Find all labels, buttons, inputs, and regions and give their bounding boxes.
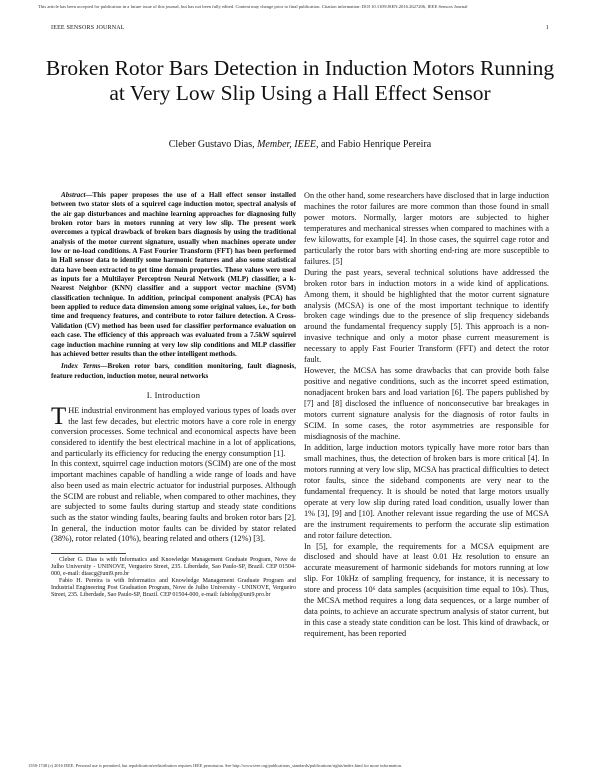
author-name: Cleber Gustavo Dias, (168, 139, 255, 150)
intro-paragraph-1-text: HE industrial environment has employed various types of loads over the last few decades, but electric motors have a core role in energy conversion processes. Some technical and economical aspects have been considered to identify the best electrical machine in a lot of applications, and particularly its efficiency for reducing the energy consumption [1]. (51, 405, 296, 458)
running-header (51, 25, 549, 31)
intro-paragraph-1 (51, 402, 296, 460)
abstract-text: —This paper proposes the use of a Hall effect sensor installed between two stator slots of a squirrel cage induction motor, spectral analysis of the air gap disturbances and machine learning approaches for diagnosing fully broken rotor bars in motors running at very low slip. The present work overcomes a typical drawback of broken bars diagnosis by using the traditional analysis of the motor current signature, usually when machines operate under low or no-load conditions. A Fast Fourier Transform (FFT) has been performed in Hall sensor data to identify some harmonic features and also some statistical data have been extracted to get time domain properties. These values were used as inputs for a Multilayer Perceptron Neural Network (MLP) classifier, a k-Nearest Neighbor (KNN) classifier and a support vector machine (SVM) classification technique. In addition, principal component analysis (PCA) has been applied to reduce data dimension among some original values, i.e., for both time and frequency features, and contribute to rotor failure detection. A Cross-Validation (CV) method has been used for classifier performance evaluation on each case. The efficiency of this approach was evaluated from a 7.5kW squirrel cage induction machine running at very low slip conditions and MLP classifier has achieved better results than the other intelligent methods. (51, 191, 296, 358)
footnote-rule (51, 553, 126, 554)
prepublication-notice: This article has been accepted for publication in a future issue of this journal, but has not been fully edited. Content may change prior to final publication. Citation information: DOI 10.1109/JSEN.2016.2627206, IEEE Sensors Journal (38, 4, 468, 9)
footnote-author-2: Fabio H. Pereira is with Informatics and Knowledge Management Graduate Program and Industrial Engineering Post Graduation Program, Nove de Julho University - UNINOVE, Vergueiro Street, 235. Liberdade, Sao Paulo-SP, Brazil. CEP 01504-000, e-mail: fabiohp@uni9.pro.br (51, 578, 296, 599)
abstract-label: Abstract (61, 191, 86, 199)
author-line (40, 139, 560, 150)
section-heading-introduction: I. Introduction (146, 389, 201, 400)
author-membership: Member, IEEE, (257, 139, 319, 150)
journal-name: IEEE SENSORS JOURNAL (51, 25, 125, 31)
right-column (304, 191, 549, 640)
page-number: 1 (545, 25, 549, 31)
footnote-author-1: Cleber G. Dias is with Informatics and Knowledge Management Graduate Program, Nove de Julho University - UNINOVE, Vergueiro Street, 235. Liberdade, Sao Paulo-SP, Brazil. CEP 01504-000, e-mail: diascg@uni9.pro.br (51, 557, 296, 578)
copyright-footer: 1558-1748 (c) 2016 IEEE. Personal use is permitted, but republication/redistribution requires IEEE permission. See http://www.ieee.org/publications_standards/publications/rights/index.html for more information. (28, 763, 402, 768)
paper-title: Broken Rotor Bars Detection in Induction Motors Running at Very Low Slip Using a Hall Effect Sensor (45, 56, 555, 105)
index-terms (51, 362, 296, 381)
coauthor-name: and Fabio Henrique Pereira (320, 139, 432, 150)
index-terms-text: —Broken rotor bars, condition monitoring, fault diagnosis, feature reduction, induction motor, neural networks (51, 362, 297, 380)
abstract (51, 191, 296, 359)
body-paragraph: During the past years, several technical solutions have addressed the broken rotor bars in induction motors in a wide kind of applications. Among them, it should be highlighted that the motor current signature analysis (MCSA) is one of the most important technique to identify broken cage windings due to the presence of slip frequency sidebands around the fundamental frequency supply [5]. This approach is a non-invasive technique and only a motor phase current measurement is necessary to apply Fast Fourier Transform (FFT) and detect the rotor fault. (304, 267, 549, 365)
footnotes (51, 553, 296, 600)
body-paragraph: In addition, large induction motors typically have more rotor bars than small machines, thus, the detection of broken bars is more critical [4]. In motors running at very low slip, MCSA has practical difficulties to detect rotor faults, since the sideband components are very near to the fundamental frequency. It is should be noted that large motors usually operate at very low slip during rated load condition, usually lower than 1% [3], [9] and [10]. Another relevant issue regarding the use of MCSA are the instrument requirements to perform the accurate slip estimation and rotor failure detection. (304, 442, 549, 540)
index-terms-label: Index Terms (61, 362, 101, 371)
body-paragraph: On the other hand, some researchers have disclosed that in large induction machines the rotor failures are more common than those found in small power motors. Normally, larger motors are subjected to higher temperatures and mechanical stresses when compared to machines with a few kilowatts, for example [4]. In those cases, the squirrel cage rotor and particularly the rotor bars with shorting end-ring are more susceptible to failures. [5] (304, 191, 549, 266)
left-column (51, 191, 296, 600)
drop-cap: T (51, 402, 67, 430)
intro-paragraph-2: In this context, squirrel cage induction motors (SCIM) are one of the most important machines capable of handling a wide range of loads and have also been used as main electric actuator for industrial purposes. Although the SCIM are robust and reliable, when compared to other machines, they are subjected to some faults during startup and steady state conditions such as the stator winding faults, bearing faults and broken rotor bars [2]. In general, the induction motor faults can be divided by stator related (38%), rotor related (10%), bearing related and others (12%) [3]. (51, 459, 296, 544)
body-paragraph: In [5], for example, the requirements for a MCSA equipment are disclosed and should have at least 0.01 Hz resolution to ensure an accurate measurement of harmonic sidebands for motors running at low slip. For 10kHz of sampling frequency, for instance, it is necessary to store and process 10⁶ data samples (acquisition time equal to 10s). Thus, the MCSA method requires a long data sequences, or a large number of data points, to achieve an accurate spectrum analysis of stator current, but in this case a steady state condition can be lost. This kind of drawback, or requirement, has been reported (304, 541, 549, 639)
body-paragraph: However, the MCSA has some drawbacks that can provide both false positive and negative conditions, such as the incorret speed estimation, nonadjacent broken bars and load variation [6]. The papers published by [7] and [8] disclosed the influence of nonconsecutive bar breakages in motors current signature analysis for the diagnosis of rotor faults in SCIM. In some cases, the rotor asymmetries are responsible for misdiagnosis of the machine. (304, 366, 549, 441)
